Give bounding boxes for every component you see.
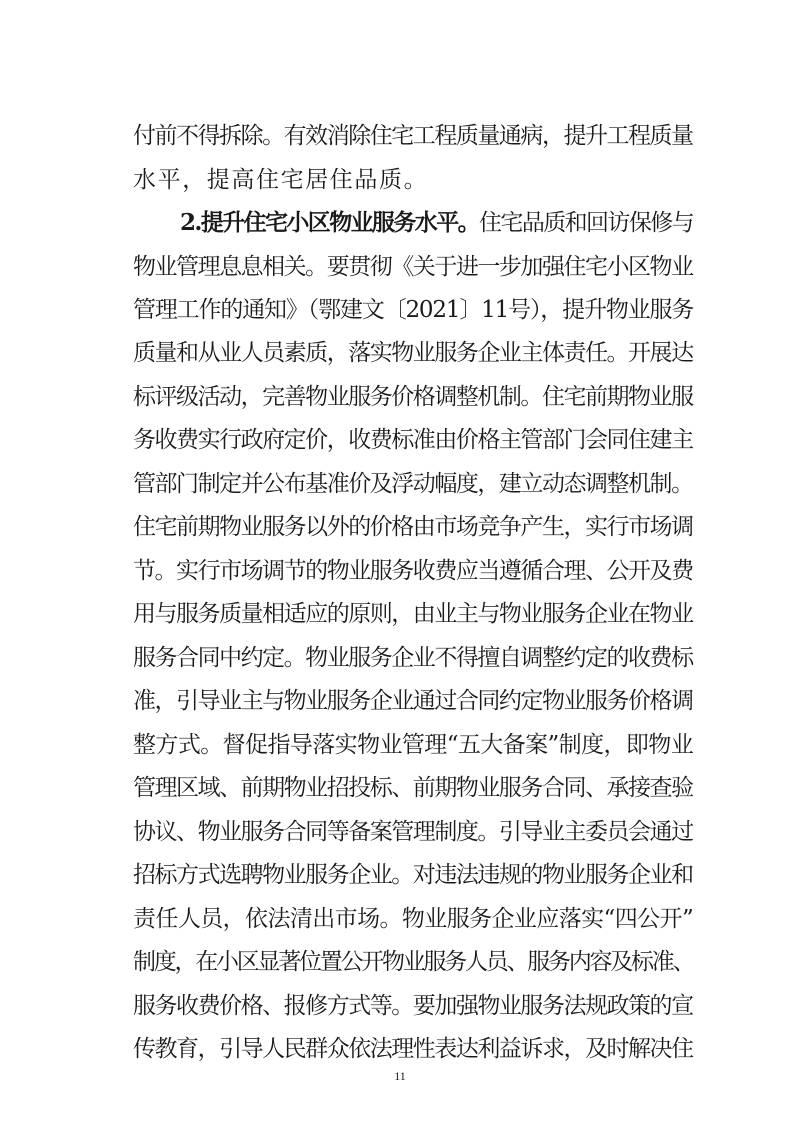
text-line: 准，引导业主与物业服务企业通过合同约定物业服务价格调 (133, 688, 693, 714)
text-line: 制度，在小区显著位置公开物业服务人员、服务内容及标准、 (133, 949, 694, 975)
text-line: 管理工作的通知》（鄂建文〔2021〕11号），提升物业服务 (133, 297, 694, 323)
section-paragraph-start (180, 208, 693, 238)
text-line: 服务收费价格、报修方式等。要加强物业服务法规政策的宣 (133, 993, 693, 1019)
text-line: 水平，提高住宅居住品质。 (133, 167, 429, 193)
text-line: 节。实行市场调节的物业服务收费应当遵循合理、公开及费 (133, 558, 693, 584)
text-line: 传教育，引导人民群众依法理性表达利益诉求，及时解决住 (133, 1036, 693, 1062)
section-heading: 2.提升住宅小区物业服务水平。 (180, 209, 480, 236)
text-line: 付前不得拆除。有效消除住宅工程质量通病，提升工程质量 (133, 123, 693, 149)
text-line: 整方式。督促指导落实物业管理“五大备案”制度，即物业 (133, 732, 694, 758)
text-line: 务收费实行政府定价，收费标准由价格主管部门会同住建主 (133, 427, 693, 453)
text-line: 住宅前期物业服务以外的价格由市场竞争产生，实行市场调 (133, 514, 693, 540)
text-line: 用与服务质量相适应的原则，由业主与物业服务企业在物业 (133, 601, 693, 627)
section-lead-text: 住宅品质和回访保修与 (479, 210, 694, 236)
text-line: 服务合同中约定。物业服务企业不得擅自调整约定的收费标 (133, 645, 693, 671)
text-line: 责任人员，依法清出市场。物业服务企业应落实“四公开” (133, 906, 694, 932)
text-line: 招标方式选聘物业服务企业。对违法违规的物业服务企业和 (133, 862, 693, 888)
page-number: 11 (394, 1069, 406, 1083)
text-line: 物业管理息息相关。要贯彻《关于进一步加强住宅小区物业 (133, 254, 693, 280)
text-line: 管理区域、前期物业招投标、前期物业服务合同、承接查验 (133, 775, 693, 801)
text-line: 管部门制定并公布基准价及浮动幅度，建立动态调整机制。 (133, 471, 693, 497)
text-line: 质量和从业人员素质，落实物业服务企业主体责任。开展达 (133, 340, 693, 366)
text-line: 标评级活动，完善物业服务价格调整机制。住宅前期物业服 (133, 384, 693, 410)
text-line: 协议、物业服务合同等备案管理制度。引导业主委员会通过 (133, 819, 693, 845)
